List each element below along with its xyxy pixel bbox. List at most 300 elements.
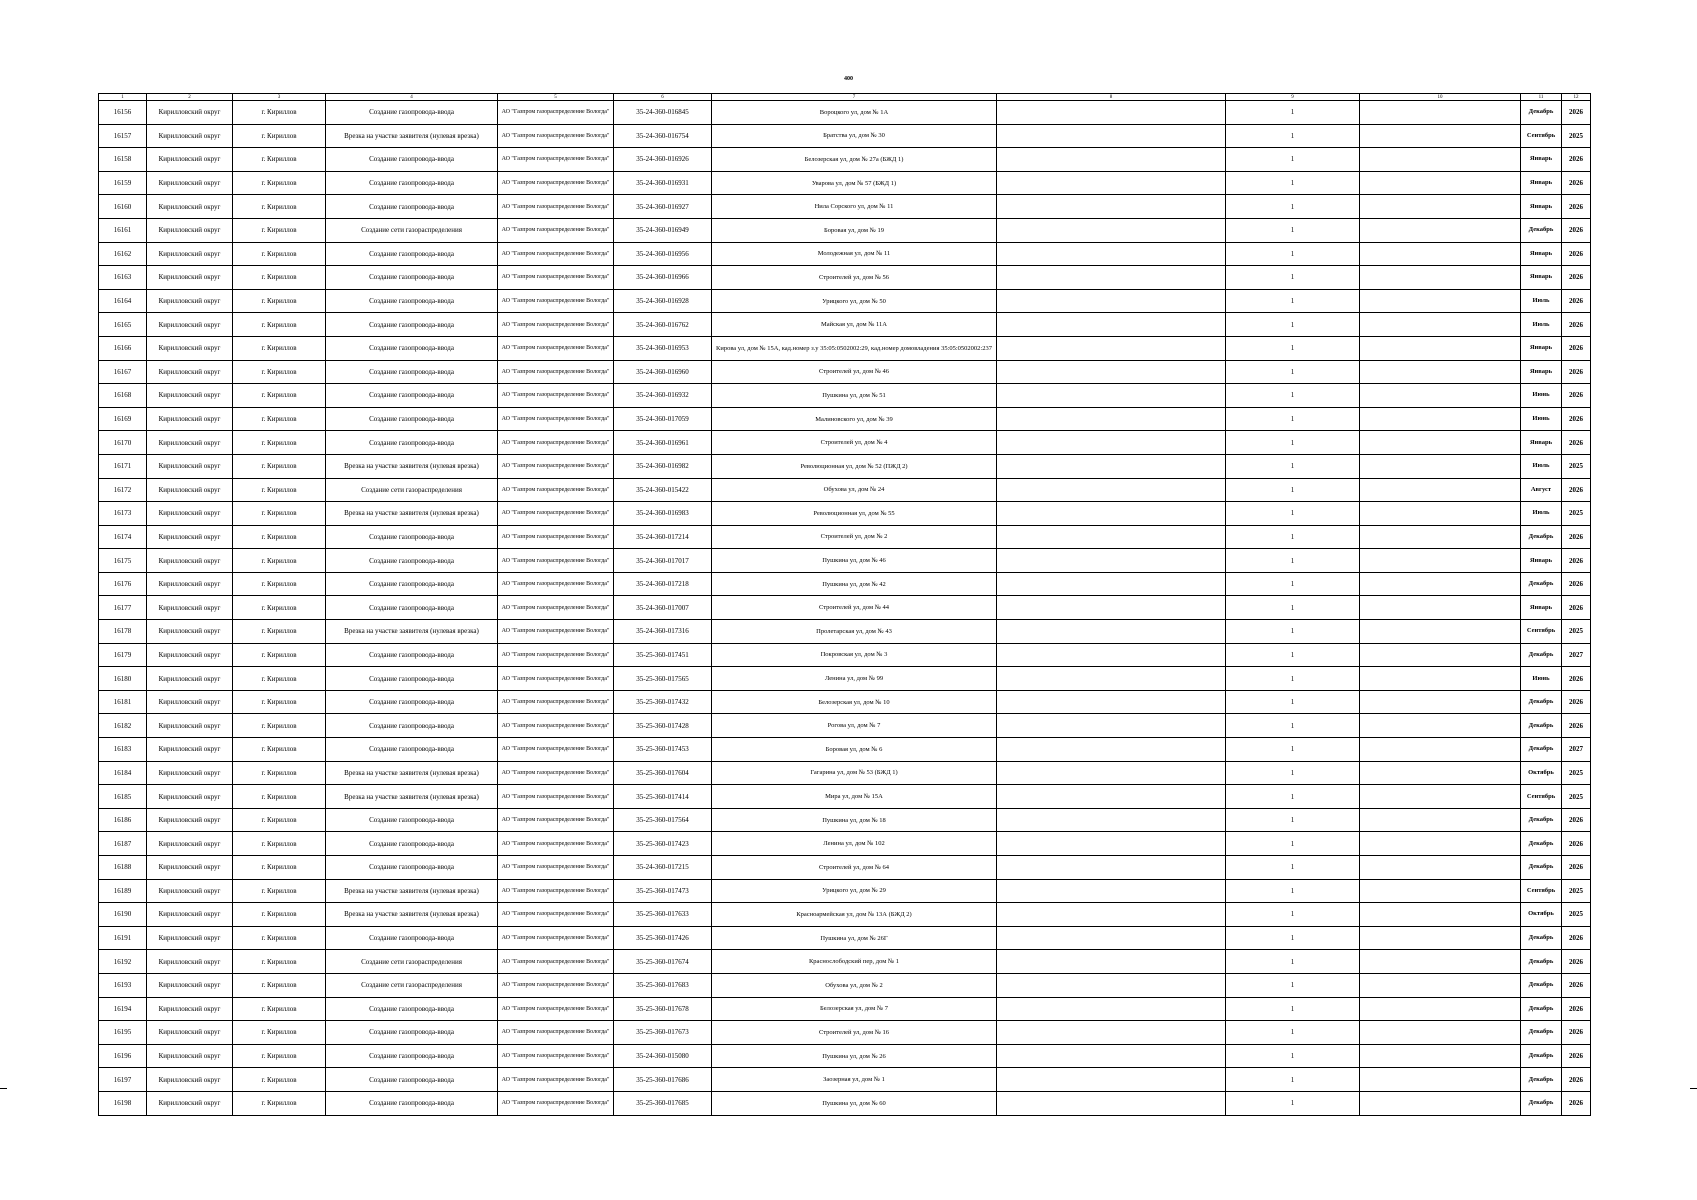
cell-column-8 (997, 124, 1226, 148)
cell-row-number: 16190 (99, 903, 147, 927)
cell-district: Кирилловский округ (147, 643, 233, 667)
cell-organization: АО "Газпром газораспределение Вологда" (498, 1068, 614, 1092)
cell-district: Кирилловский округ (147, 289, 233, 313)
cell-column-10 (1360, 856, 1521, 880)
cell-year: 2026 (1562, 832, 1591, 856)
table-row (99, 808, 1591, 832)
cell-month: Декабрь (1521, 808, 1562, 832)
cell-row-number: 16171 (99, 454, 147, 478)
cell-column-8 (997, 1044, 1226, 1068)
cell-application-number: 35-25-360-017683 (614, 973, 712, 997)
table-row (99, 336, 1591, 360)
table-row (99, 620, 1591, 644)
cell-quantity: 1 (1226, 502, 1360, 526)
cell-locality: г. Кириллов (233, 148, 326, 172)
cell-organization: АО "Газпром газораспределение Вологда" (498, 950, 614, 974)
cell-month: Январь (1521, 242, 1562, 266)
cell-year: 2026 (1562, 808, 1591, 832)
cell-locality: г. Кириллов (233, 313, 326, 337)
cell-district: Кирилловский округ (147, 667, 233, 691)
cell-organization: АО "Газпром газораспределение Вологда" (498, 313, 614, 337)
cell-organization: АО "Газпром газораспределение Вологда" (498, 738, 614, 762)
cell-quantity: 1 (1226, 832, 1360, 856)
cell-column-8 (997, 667, 1226, 691)
cell-application-number: 35-24-360-017214 (614, 525, 712, 549)
cell-address: Боровая ул, дом № 19 (712, 218, 997, 242)
cell-application-number: 35-24-360-016926 (614, 148, 712, 172)
cell-column-8 (997, 596, 1226, 620)
cell-locality: г. Кириллов (233, 525, 326, 549)
cell-work-type: Врезка на участке заявителя (нулевая врезка) (326, 903, 498, 927)
cell-month: Декабрь (1521, 832, 1562, 856)
right-edge-mark (1690, 1088, 1697, 1089)
cell-month: Декабрь (1521, 926, 1562, 950)
table-row (99, 148, 1591, 172)
cell-locality: г. Кириллов (233, 171, 326, 195)
cell-work-type: Создание газопровода-ввода (326, 101, 498, 125)
cell-application-number: 35-24-360-015080 (614, 1044, 712, 1068)
cell-year: 2026 (1562, 171, 1591, 195)
cell-year: 2026 (1562, 148, 1591, 172)
cell-column-8 (997, 218, 1226, 242)
cell-month: Декабрь (1521, 1068, 1562, 1092)
cell-work-type: Создание газопровода-ввода (326, 832, 498, 856)
cell-column-8 (997, 761, 1226, 785)
cell-district: Кирилловский округ (147, 690, 233, 714)
cell-locality: г. Кириллов (233, 195, 326, 219)
cell-locality: г. Кириллов (233, 336, 326, 360)
cell-application-number: 35-24-360-016927 (614, 195, 712, 219)
cell-quantity: 1 (1226, 1021, 1360, 1045)
cell-column-10 (1360, 973, 1521, 997)
cell-work-type: Создание сети газораспределения (326, 973, 498, 997)
cell-work-type: Создание газопровода-ввода (326, 525, 498, 549)
cell-column-10 (1360, 525, 1521, 549)
table-row (99, 454, 1591, 478)
table-row (99, 549, 1591, 573)
cell-row-number: 16156 (99, 101, 147, 125)
cell-year: 2026 (1562, 384, 1591, 408)
cell-month: Декабрь (1521, 997, 1562, 1021)
cell-application-number: 35-24-360-017215 (614, 856, 712, 880)
cell-year: 2026 (1562, 478, 1591, 502)
cell-column-10 (1360, 454, 1521, 478)
table-row (99, 690, 1591, 714)
cell-address: Белозерская ул, дом № 10 (712, 690, 997, 714)
cell-column-8 (997, 856, 1226, 880)
cell-month: Январь (1521, 360, 1562, 384)
cell-month: Август (1521, 478, 1562, 502)
cell-application-number: 35-24-360-016932 (614, 384, 712, 408)
cell-year: 2026 (1562, 572, 1591, 596)
cell-organization: АО "Газпром газораспределение Вологда" (498, 572, 614, 596)
cell-quantity: 1 (1226, 973, 1360, 997)
column-number-3: 3 (233, 94, 326, 101)
table-row (99, 950, 1591, 974)
cell-locality: г. Кириллов (233, 832, 326, 856)
cell-column-10 (1360, 620, 1521, 644)
cell-row-number: 16165 (99, 313, 147, 337)
cell-column-8 (997, 1068, 1226, 1092)
cell-year: 2025 (1562, 879, 1591, 903)
cell-work-type: Создание газопровода-ввода (326, 313, 498, 337)
cell-locality: г. Кириллов (233, 289, 326, 313)
cell-organization: АО "Газпром газораспределение Вологда" (498, 525, 614, 549)
cell-work-type: Создание газопровода-ввода (326, 336, 498, 360)
table-row (99, 218, 1591, 242)
cell-month: Июнь (1521, 384, 1562, 408)
cell-organization: АО "Газпром газораспределение Вологда" (498, 714, 614, 738)
cell-district: Кирилловский округ (147, 101, 233, 125)
cell-organization: АО "Газпром газораспределение Вологда" (498, 454, 614, 478)
cell-address: Боровая ул, дом № 6 (712, 738, 997, 762)
cell-row-number: 16186 (99, 808, 147, 832)
cell-month: Декабрь (1521, 1091, 1562, 1115)
cell-column-8 (997, 242, 1226, 266)
cell-column-10 (1360, 879, 1521, 903)
cell-locality: г. Кириллов (233, 879, 326, 903)
cell-district: Кирилловский округ (147, 218, 233, 242)
cell-locality: г. Кириллов (233, 502, 326, 526)
cell-column-10 (1360, 313, 1521, 337)
cell-year: 2027 (1562, 738, 1591, 762)
column-number-1: 1 (99, 94, 147, 101)
cell-quantity: 1 (1226, 313, 1360, 337)
cell-organization: АО "Газпром газораспределение Вологда" (498, 266, 614, 290)
cell-row-number: 16177 (99, 596, 147, 620)
cell-column-10 (1360, 714, 1521, 738)
table-row (99, 856, 1591, 880)
table-row (99, 431, 1591, 455)
cell-application-number: 35-24-360-017218 (614, 572, 712, 596)
cell-quantity: 1 (1226, 242, 1360, 266)
cell-locality: г. Кириллов (233, 124, 326, 148)
cell-organization: АО "Газпром газораспределение Вологда" (498, 856, 614, 880)
cell-month: Декабрь (1521, 950, 1562, 974)
cell-quantity: 1 (1226, 266, 1360, 290)
cell-address: Пушкина ул, дом № 18 (712, 808, 997, 832)
column-number-4: 4 (326, 94, 498, 101)
cell-organization: АО "Газпром газораспределение Вологда" (498, 1021, 614, 1045)
cell-month: Июль (1521, 313, 1562, 337)
cell-application-number: 35-25-360-017685 (614, 1091, 712, 1115)
cell-row-number: 16172 (99, 478, 147, 502)
cell-year: 2025 (1562, 502, 1591, 526)
cell-month: Январь (1521, 195, 1562, 219)
cell-address: Мира ул, дом № 15А (712, 785, 997, 809)
cell-district: Кирилловский округ (147, 1021, 233, 1045)
cell-address: Кирова ул, дом № 15А, кад.номер з.у 35:05:0502002:29, кад.номер домовладения 35:05:0502002:237 (712, 336, 997, 360)
cell-application-number: 35-25-360-017453 (614, 738, 712, 762)
cell-year: 2025 (1562, 454, 1591, 478)
cell-row-number: 16193 (99, 973, 147, 997)
cell-application-number: 35-25-360-017414 (614, 785, 712, 809)
cell-row-number: 16164 (99, 289, 147, 313)
cell-locality: г. Кириллов (233, 549, 326, 573)
cell-column-10 (1360, 808, 1521, 832)
table-row (99, 407, 1591, 431)
cell-row-number: 16185 (99, 785, 147, 809)
cell-district: Кирилловский округ (147, 879, 233, 903)
cell-year: 2026 (1562, 1021, 1591, 1045)
cell-application-number: 35-25-360-017565 (614, 667, 712, 691)
cell-work-type: Создание газопровода-ввода (326, 808, 498, 832)
cell-column-8 (997, 738, 1226, 762)
cell-quantity: 1 (1226, 761, 1360, 785)
cell-year: 2026 (1562, 973, 1591, 997)
cell-address: Пушкина ул, дом № 26 (712, 1044, 997, 1068)
cell-district: Кирилловский округ (147, 950, 233, 974)
cell-application-number: 35-25-360-017633 (614, 903, 712, 927)
cell-work-type: Создание газопровода-ввода (326, 856, 498, 880)
cell-year: 2026 (1562, 195, 1591, 219)
cell-application-number: 35-24-360-016953 (614, 336, 712, 360)
cell-month: Январь (1521, 336, 1562, 360)
cell-month: Декабрь (1521, 572, 1562, 596)
cell-work-type: Создание газопровода-ввода (326, 643, 498, 667)
cell-address: Молодежная ул, дом № 11 (712, 242, 997, 266)
cell-column-8 (997, 360, 1226, 384)
cell-month: Декабрь (1521, 973, 1562, 997)
cell-column-8 (997, 148, 1226, 172)
cell-address: Уварова ул, дом № 57 (БЖД 1) (712, 171, 997, 195)
cell-organization: АО "Газпром газораспределение Вологда" (498, 478, 614, 502)
cell-address: Обухова ул, дом № 2 (712, 973, 997, 997)
cell-year: 2026 (1562, 1091, 1591, 1115)
cell-district: Кирилловский округ (147, 856, 233, 880)
cell-column-8 (997, 926, 1226, 950)
cell-month: Декабрь (1521, 218, 1562, 242)
cell-row-number: 16176 (99, 572, 147, 596)
cell-work-type: Создание газопровода-ввода (326, 407, 498, 431)
cell-application-number: 35-24-360-016949 (614, 218, 712, 242)
cell-column-10 (1360, 738, 1521, 762)
cell-row-number: 16180 (99, 667, 147, 691)
cell-work-type: Создание газопровода-ввода (326, 384, 498, 408)
table-row (99, 242, 1591, 266)
cell-column-8 (997, 478, 1226, 502)
cell-quantity: 1 (1226, 738, 1360, 762)
cell-district: Кирилловский округ (147, 1091, 233, 1115)
cell-column-8 (997, 336, 1226, 360)
cell-quantity: 1 (1226, 360, 1360, 384)
cell-row-number: 16183 (99, 738, 147, 762)
cell-work-type: Создание газопровода-ввода (326, 572, 498, 596)
cell-organization: АО "Газпром газораспределение Вологда" (498, 148, 614, 172)
cell-district: Кирилловский округ (147, 785, 233, 809)
table-row (99, 384, 1591, 408)
cell-application-number: 35-25-360-017432 (614, 690, 712, 714)
cell-organization: АО "Газпром газораспределение Вологда" (498, 1044, 614, 1068)
cell-organization: АО "Газпром газораспределение Вологда" (498, 289, 614, 313)
cell-year: 2026 (1562, 690, 1591, 714)
cell-year: 2026 (1562, 407, 1591, 431)
cell-locality: г. Кириллов (233, 478, 326, 502)
cell-address: Пушкина ул, дом № 26Г (712, 926, 997, 950)
cell-column-8 (997, 690, 1226, 714)
cell-address: Красноармейская ул, дом № 13А (БЖД 2) (712, 903, 997, 927)
cell-month: Январь (1521, 596, 1562, 620)
cell-organization: АО "Газпром газораспределение Вологда" (498, 549, 614, 573)
cell-locality: г. Кириллов (233, 643, 326, 667)
cell-column-8 (997, 502, 1226, 526)
table-row (99, 572, 1591, 596)
cell-quantity: 1 (1226, 785, 1360, 809)
cell-application-number: 35-25-360-017428 (614, 714, 712, 738)
cell-locality: г. Кириллов (233, 242, 326, 266)
cell-quantity: 1 (1226, 407, 1360, 431)
cell-column-8 (997, 572, 1226, 596)
cell-work-type: Врезка на участке заявителя (нулевая врезка) (326, 761, 498, 785)
table-row (99, 502, 1591, 526)
column-number-8: 8 (997, 94, 1226, 101)
cell-district: Кирилловский округ (147, 973, 233, 997)
cell-month: Январь (1521, 148, 1562, 172)
cell-year: 2026 (1562, 336, 1591, 360)
cell-application-number: 35-24-360-017059 (614, 407, 712, 431)
table-row (99, 643, 1591, 667)
cell-row-number: 16178 (99, 620, 147, 644)
cell-application-number: 35-24-360-016983 (614, 502, 712, 526)
cell-column-10 (1360, 218, 1521, 242)
cell-address: Рогова ул, дом № 7 (712, 714, 997, 738)
cell-application-number: 35-24-360-016762 (614, 313, 712, 337)
cell-address: Революционная ул, дом № 52 (ПЖД 2) (712, 454, 997, 478)
cell-district: Кирилловский округ (147, 525, 233, 549)
cell-quantity: 1 (1226, 572, 1360, 596)
cell-work-type: Создание газопровода-ввода (326, 1068, 498, 1092)
gasification-registry-table (98, 93, 1591, 1116)
cell-quantity: 1 (1226, 525, 1360, 549)
cell-application-number: 35-24-360-016931 (614, 171, 712, 195)
cell-organization: АО "Газпром газораспределение Вологда" (498, 690, 614, 714)
cell-locality: г. Кириллов (233, 596, 326, 620)
column-number-9: 9 (1226, 94, 1360, 101)
cell-year: 2025 (1562, 620, 1591, 644)
cell-district: Кирилловский округ (147, 620, 233, 644)
cell-month: Декабрь (1521, 856, 1562, 880)
cell-locality: г. Кириллов (233, 973, 326, 997)
cell-column-8 (997, 785, 1226, 809)
cell-column-8 (997, 171, 1226, 195)
cell-quantity: 1 (1226, 384, 1360, 408)
cell-row-number: 16158 (99, 148, 147, 172)
cell-organization: АО "Газпром газораспределение Вологда" (498, 101, 614, 125)
cell-column-8 (997, 407, 1226, 431)
cell-year: 2026 (1562, 1068, 1591, 1092)
cell-address: Майская ул, дом № 11А (712, 313, 997, 337)
cell-quantity: 1 (1226, 667, 1360, 691)
cell-organization: АО "Газпром газораспределение Вологда" (498, 171, 614, 195)
cell-application-number: 35-25-360-017674 (614, 950, 712, 974)
cell-work-type: Создание газопровода-ввода (326, 289, 498, 313)
cell-locality: г. Кириллов (233, 714, 326, 738)
cell-column-8 (997, 808, 1226, 832)
cell-month: Декабрь (1521, 525, 1562, 549)
cell-column-10 (1360, 360, 1521, 384)
cell-application-number: 35-24-360-016754 (614, 124, 712, 148)
cell-month: Июль (1521, 289, 1562, 313)
cell-quantity: 1 (1226, 950, 1360, 974)
cell-work-type: Создание газопровода-ввода (326, 926, 498, 950)
cell-row-number: 16197 (99, 1068, 147, 1092)
cell-work-type: Создание газопровода-ввода (326, 242, 498, 266)
table-row (99, 761, 1591, 785)
cell-district: Кирилловский округ (147, 336, 233, 360)
cell-quantity: 1 (1226, 478, 1360, 502)
cell-row-number: 16191 (99, 926, 147, 950)
cell-column-8 (997, 620, 1226, 644)
cell-organization: АО "Газпром газораспределение Вологда" (498, 808, 614, 832)
table-row (99, 832, 1591, 856)
cell-address: Заозерная ул, дом № 1 (712, 1068, 997, 1092)
column-number-6: 6 (614, 94, 712, 101)
cell-row-number: 16181 (99, 690, 147, 714)
cell-quantity: 1 (1226, 714, 1360, 738)
cell-month: Январь (1521, 549, 1562, 573)
cell-quantity: 1 (1226, 289, 1360, 313)
cell-year: 2025 (1562, 761, 1591, 785)
cell-work-type: Создание газопровода-ввода (326, 738, 498, 762)
cell-quantity: 1 (1226, 195, 1360, 219)
cell-application-number: 35-25-360-017678 (614, 997, 712, 1021)
cell-work-type: Создание сети газораспределения (326, 950, 498, 974)
cell-year: 2026 (1562, 313, 1591, 337)
cell-column-10 (1360, 384, 1521, 408)
cell-address: Пушкина ул, дом № 46 (712, 549, 997, 573)
cell-locality: г. Кириллов (233, 738, 326, 762)
cell-year: 2026 (1562, 714, 1591, 738)
cell-row-number: 16160 (99, 195, 147, 219)
cell-quantity: 1 (1226, 879, 1360, 903)
cell-work-type: Врезка на участке заявителя (нулевая врезка) (326, 502, 498, 526)
cell-row-number: 16166 (99, 336, 147, 360)
cell-column-10 (1360, 1068, 1521, 1092)
cell-address: Строителей ул, дом № 4 (712, 431, 997, 455)
cell-quantity: 1 (1226, 808, 1360, 832)
cell-column-8 (997, 879, 1226, 903)
cell-month: Декабрь (1521, 690, 1562, 714)
cell-address: Пушкина ул, дом № 51 (712, 384, 997, 408)
cell-locality: г. Кириллов (233, 761, 326, 785)
cell-district: Кирилловский округ (147, 596, 233, 620)
cell-column-10 (1360, 1021, 1521, 1045)
cell-organization: АО "Газпром газораспределение Вологда" (498, 360, 614, 384)
cell-column-8 (997, 643, 1226, 667)
cell-locality: г. Кириллов (233, 572, 326, 596)
cell-address: Ленина ул, дом № 102 (712, 832, 997, 856)
cell-application-number: 35-24-360-016928 (614, 289, 712, 313)
cell-column-8 (997, 549, 1226, 573)
cell-row-number: 16159 (99, 171, 147, 195)
cell-application-number: 35-24-360-016956 (614, 242, 712, 266)
cell-column-8 (997, 101, 1226, 125)
cell-row-number: 16168 (99, 384, 147, 408)
cell-locality: г. Кириллов (233, 431, 326, 455)
cell-column-10 (1360, 195, 1521, 219)
cell-organization: АО "Газпром газораспределение Вологда" (498, 502, 614, 526)
cell-work-type: Врезка на участке заявителя (нулевая врезка) (326, 620, 498, 644)
cell-column-8 (997, 950, 1226, 974)
cell-quantity: 1 (1226, 856, 1360, 880)
column-number-12: 12 (1562, 94, 1591, 101)
cell-year: 2026 (1562, 431, 1591, 455)
cell-month: Январь (1521, 431, 1562, 455)
table-row (99, 1068, 1591, 1092)
cell-column-10 (1360, 667, 1521, 691)
cell-quantity: 1 (1226, 1044, 1360, 1068)
cell-row-number: 16157 (99, 124, 147, 148)
